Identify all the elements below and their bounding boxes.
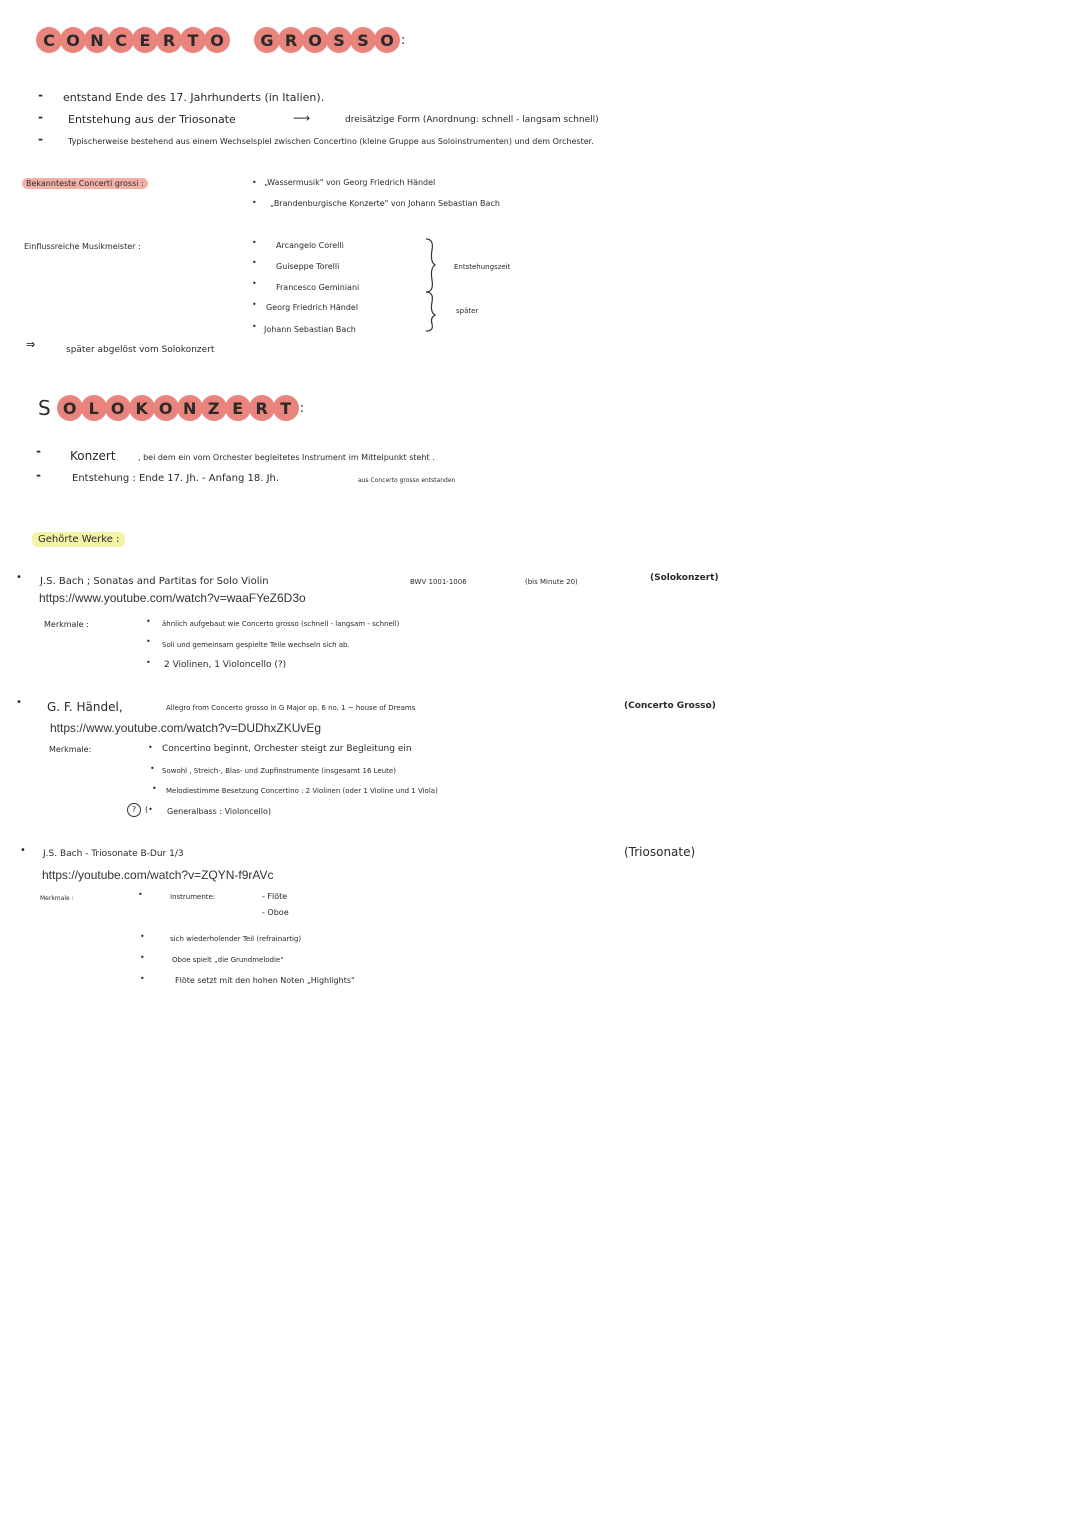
title-letter: R [278, 27, 304, 53]
work3-feature: sich wiederholender Teil (refrainartig) [170, 935, 302, 943]
instruments-label: Instrumente: [170, 893, 216, 901]
work1-link[interactable]: https://www.youtube.com/watch?v=waaFYeZ6D3o [39, 591, 306, 605]
title-letter: O [302, 27, 328, 53]
title-letter: N [84, 27, 110, 53]
bullet: • [140, 932, 145, 941]
work1-feature: Soli und gemeinsam gespielte Teile wechseln sich ab. [162, 641, 350, 649]
work1-features-label: Merkmale : [44, 620, 89, 629]
work3-features-label: Merkmale : [40, 895, 74, 902]
dash-bullet: - [38, 88, 43, 102]
title-letter: O [204, 27, 230, 53]
musician-item: Georg Friedrich Händel [266, 303, 359, 312]
title-letter: O [57, 395, 83, 421]
solokonzert-title [38, 395, 304, 421]
work2-link[interactable]: https://www.youtube.com/watch?v=DUDhxZKUvEg [50, 721, 322, 735]
work3-link[interactable]: https://youtube.com/watch?v=ZQYN-f9rAVc [42, 868, 274, 882]
work1-feature: 2 Violinen, 1 Violoncello (?) [164, 660, 287, 670]
title-letter: G [254, 27, 280, 53]
origin-period: Entstehung : Ende 17. Jh. - Anfang 18. Jh. [72, 473, 280, 484]
bullet: • [252, 322, 257, 331]
work1-bwv: BWV 1001-1006 [410, 578, 467, 586]
title-colon: : [401, 32, 406, 48]
title-letter: C [36, 27, 62, 53]
triosonate-origin: Entstehung aus der Triosonate [68, 113, 236, 126]
work2-feature: Sowohl , Streich-, Blas- und Zupfinstrumente (insgesamt 16 Leute) [162, 767, 396, 775]
title-letter: K [129, 395, 155, 421]
work1-feature: ähnlich aufgebaut wie Concerto grosso (schnell - langsam - schnell) [162, 620, 400, 628]
title-letter: O [374, 27, 400, 53]
title-letter: O [153, 395, 179, 421]
bullet: • [252, 238, 257, 247]
origin-source: aus Concerto grosso entstanden [358, 477, 456, 484]
work1-genre: (Solokonzert) [650, 573, 719, 583]
title-colon: : [299, 400, 305, 416]
question-circle-icon: ? [127, 803, 141, 817]
bullet: • [146, 617, 151, 626]
bullet: • [252, 198, 257, 207]
bullet: • [152, 784, 157, 793]
bullet: • [140, 974, 145, 983]
work2-features-label: Merkmale: [49, 745, 92, 754]
dash-bullet: - [36, 444, 41, 458]
work2-feature: Concertino beginnt, Orchester steigt zur Begleitung ein [162, 744, 412, 754]
dash-bullet: - [36, 468, 41, 482]
title-letter: S [38, 396, 51, 420]
musician-item: Francesco Geminiani [276, 283, 360, 292]
work1-title: J.S. Bach ; Sonatas and Partitas for Solo Violin [40, 576, 269, 587]
dash-bullet: - [38, 132, 43, 146]
works-label: Gehörte Werke : [32, 532, 125, 547]
work2-composer: G. F. Händel, [47, 700, 123, 714]
definition-line: , bei dem ein vom Orchester begleitetes Instrument im Mittelpunkt steht . [138, 453, 435, 462]
bullet: • [150, 764, 155, 773]
work1-minutes: (bis Minute 20) [525, 578, 578, 586]
title-letter: S [350, 27, 376, 53]
title-letter: E [132, 27, 158, 53]
instrument-item: - Flöte [262, 892, 288, 901]
bullet: • [16, 697, 22, 708]
title-letter: E [225, 395, 251, 421]
title-letter: N [177, 395, 203, 421]
bullet: • [138, 890, 143, 899]
work3-genre: (Triosonate) [624, 845, 696, 859]
brace-label-later: später [456, 307, 479, 315]
title-letter: S [326, 27, 352, 53]
known-label: Bekannteste Concerti grossi : [22, 178, 148, 189]
musician-item: Arcangelo Corelli [276, 241, 344, 250]
dash-bullet: - [38, 110, 43, 124]
paren-bullet: (• [145, 805, 153, 814]
work2-genre: (Concerto Grosso) [624, 701, 716, 711]
brace-icon [422, 236, 440, 334]
title-letter: Z [201, 395, 227, 421]
bullet: • [16, 572, 22, 583]
work3-feature: Flöte setzt mit den hohen Noten „Highlights" [175, 976, 355, 985]
bullet: • [146, 637, 151, 646]
bullet: • [146, 658, 151, 667]
title-letter: R [249, 395, 275, 421]
brace-upper [426, 239, 435, 292]
structure-line: Typischerweise bestehend aus einem Wechselspiel zwischen Concertino (kleine Gruppe aus Soloinstrumenten) und dem Orchester. [68, 137, 594, 146]
bullet: • [252, 300, 257, 309]
conclusion-arrow-icon: ⇒ [26, 338, 36, 351]
bullet: • [252, 178, 257, 187]
bullet: • [148, 743, 153, 752]
concerto-grosso-title [36, 27, 405, 53]
title-letter: T [273, 395, 299, 421]
work3-feature: Oboe spielt „die Grundmelodie" [172, 956, 284, 964]
conclusion-text: später abgelöst vom Solokonzert [66, 345, 215, 355]
work2-title: Allegro from Concerto grosso in G Major op. 6 no. 1 ~ house of Dreams [166, 704, 416, 712]
brace-label-origin: Entstehungszeit [454, 263, 511, 271]
form-line: dreisätzige Form (Anordnung: schnell - langsam schnell) [345, 115, 599, 125]
musician-item: Guiseppe Torelli [276, 262, 340, 271]
work3-title: J.S. Bach - Triosonate B-Dur 1/3 [43, 849, 184, 859]
musician-item: Johann Sebastian Bach [264, 325, 356, 334]
arrow-icon: ⟶ [293, 111, 311, 125]
title-letter: O [105, 395, 131, 421]
title-letter: L [81, 395, 107, 421]
work2-feature: Melodiestimme Besetzung Concertino : 2 Violinen (oder 1 Violine und 1 Viola) [166, 787, 438, 795]
instrument-item: - Oboe [262, 908, 289, 917]
known-item: „Brandenburgische Konzerte" von Johann Sebastian Bach [270, 199, 500, 208]
bullet: • [252, 258, 257, 267]
work2-feature: Generalbass : Violoncello) [167, 807, 272, 816]
origin-line: entstand Ende des 17. Jahrhunderts (in Italien). [63, 91, 325, 104]
title-letter: R [156, 27, 182, 53]
title-letter: C [108, 27, 134, 53]
title-letter: O [60, 27, 86, 53]
known-item: „Wassermusik" von Georg Friedrich Händel [264, 178, 436, 187]
bullet: • [252, 279, 257, 288]
bullet: • [140, 953, 145, 962]
influential-label: Einflussreiche Musikmeister : [24, 242, 141, 251]
title-letter: T [180, 27, 206, 53]
concerto-term: Konzert [70, 449, 116, 463]
brace-lower [426, 292, 435, 331]
bullet: • [20, 845, 26, 856]
